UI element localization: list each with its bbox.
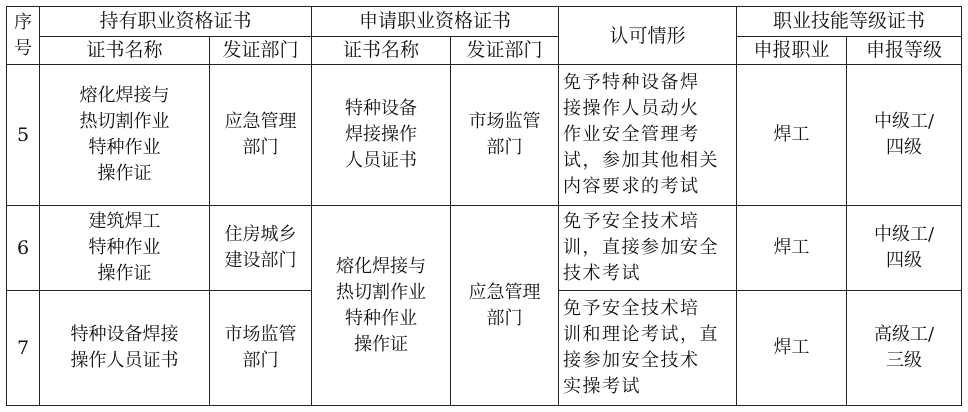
apply-cert-dept: 市场监管 部门 [451, 65, 559, 206]
header-held-cert-name: 证书名称 [40, 36, 210, 65]
header-apply-cert-name: 证书名称 [312, 36, 451, 65]
skill-job: 焊工 [737, 206, 847, 290]
recognition-text: 免予特种设备焊 接操作人员动火 作业安全管理考 试，参加其他相关 内容要求的考试 [559, 65, 737, 206]
header-skill-cert: 职业技能等级证书 [737, 7, 962, 37]
header-recognition: 认可情形 [559, 7, 737, 65]
row-number: 7 [7, 290, 40, 405]
skill-job: 焊工 [737, 290, 847, 405]
table-row [7, 206, 962, 290]
recognition-text: 免予安全技术培 训，直接参加安全 技术考试 [559, 206, 737, 290]
header-row-2 [7, 36, 962, 65]
certificate-recognition-table [6, 6, 962, 406]
skill-level: 中级工/ 四级 [847, 65, 962, 206]
apply-cert-dept-shared: 应急管理 部门 [451, 206, 559, 406]
held-cert-name: 熔化焊接与 热切割作业 特种作业 操作证 [40, 65, 210, 206]
header-skill-job: 申报职业 [737, 36, 847, 65]
header-seq: 序 号 [7, 7, 40, 65]
table-row [7, 65, 962, 206]
header-row-1 [7, 7, 962, 37]
header-skill-level: 申报等级 [847, 36, 962, 65]
skill-job: 焊工 [737, 65, 847, 206]
held-cert-name: 建筑焊工 特种作业 操作证 [40, 206, 210, 290]
header-held-cert-dept: 发证部门 [210, 36, 312, 65]
apply-cert-name-shared: 熔化焊接与 热切割作业 特种作业 操作证 [312, 206, 451, 406]
header-apply-cert: 申请职业资格证书 [312, 7, 559, 37]
held-cert-dept: 市场监管 部门 [210, 290, 312, 405]
row-number: 5 [7, 65, 40, 206]
held-cert-name: 特种设备焊接 操作人员证书 [40, 290, 210, 405]
header-held-cert: 持有职业资格证书 [40, 7, 312, 37]
recognition-text: 免予安全技术培 训和理论考试，直 接参加安全技术 实操考试 [559, 290, 737, 405]
skill-level: 中级工/ 四级 [847, 206, 962, 290]
held-cert-dept: 应急管理 部门 [210, 65, 312, 206]
apply-cert-name: 特种设备 焊接操作 人员证书 [312, 65, 451, 206]
header-apply-cert-dept: 发证部门 [451, 36, 559, 65]
row-number: 6 [7, 206, 40, 290]
skill-level: 高级工/ 三级 [847, 290, 962, 405]
held-cert-dept: 住房城乡 建设部门 [210, 206, 312, 290]
